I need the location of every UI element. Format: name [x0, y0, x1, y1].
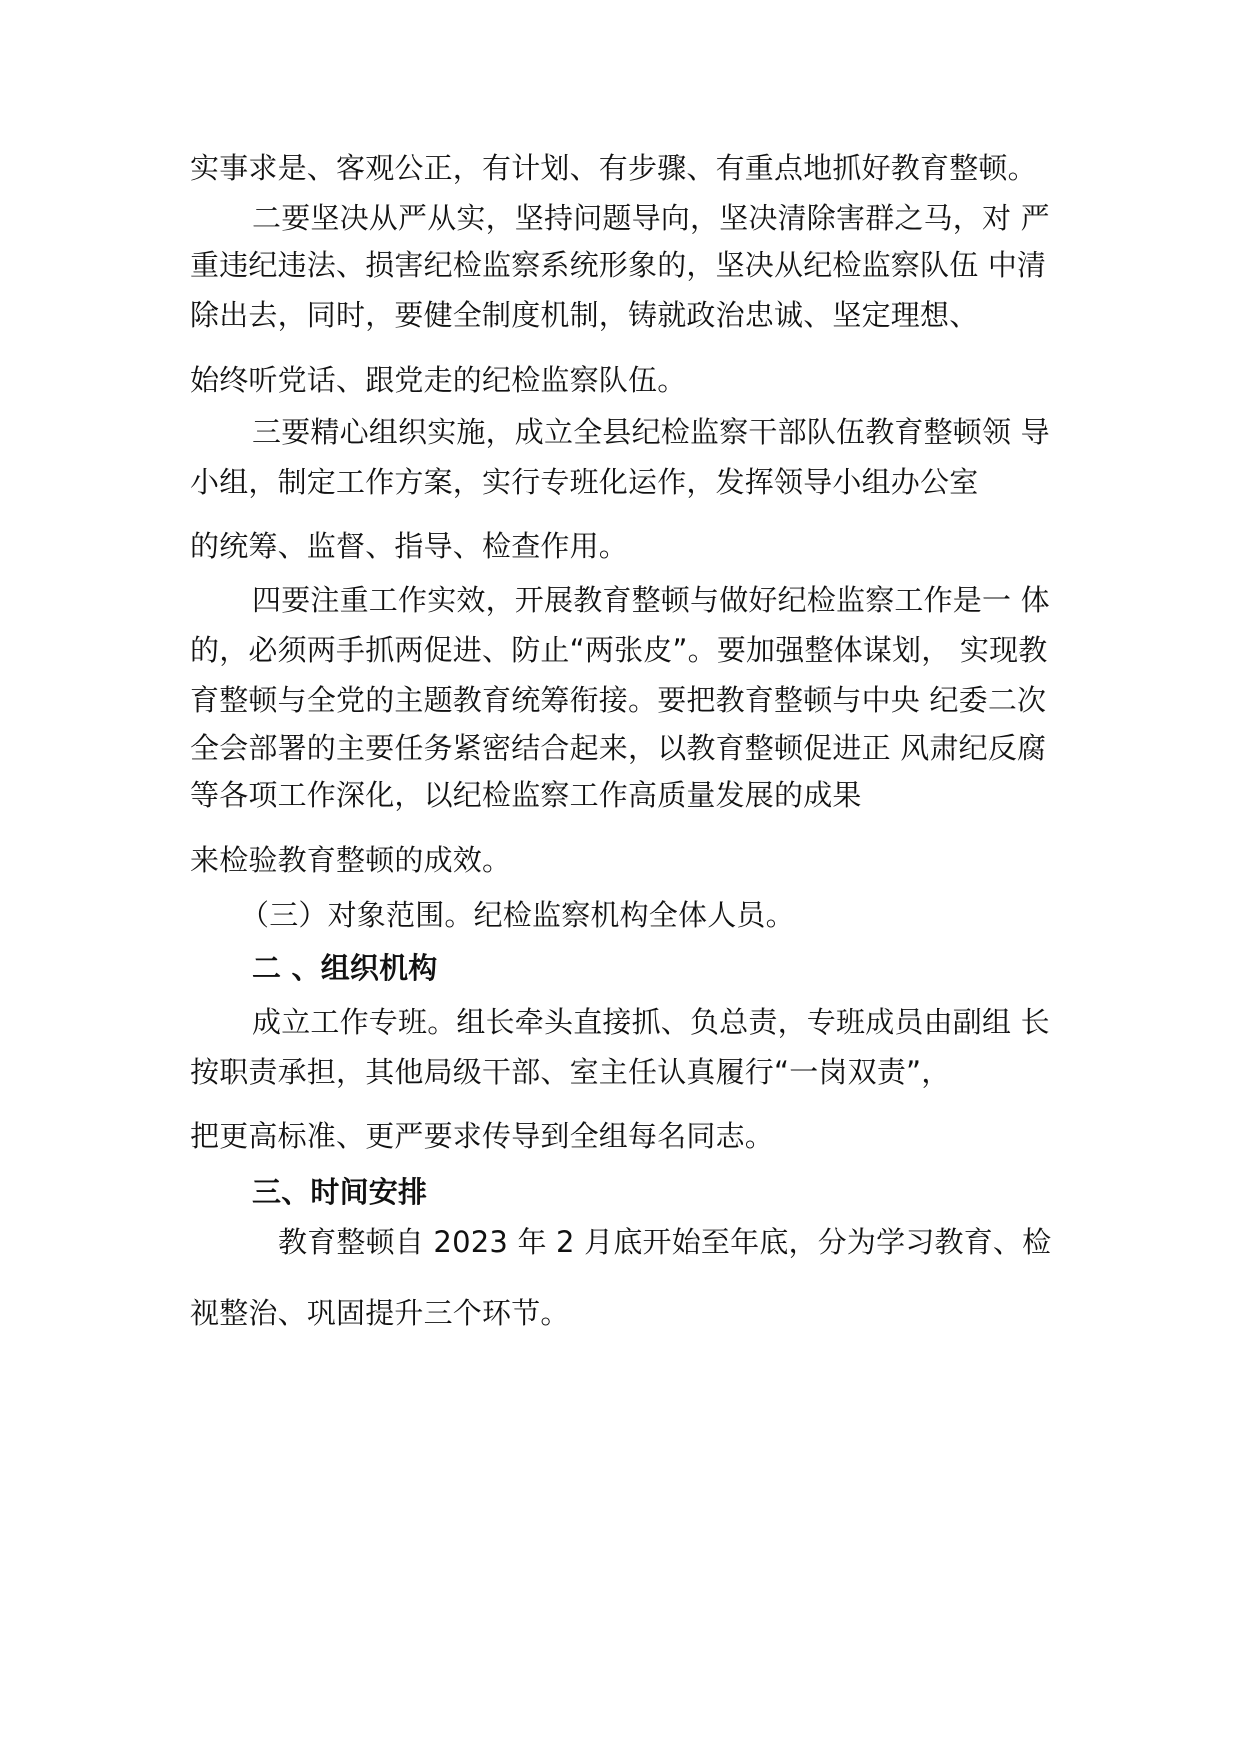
text-line: 来检验教育整顿的成效。 [190, 843, 512, 877]
text-line: 三要精心组织实施，成立全县纪检监察干部队伍教育整顿领 导 [252, 415, 1050, 449]
text-line: 成立工作专班。组长牵头直接抓、负总责，专班成员由副组 长 [252, 1005, 1050, 1039]
section-subheading: （三）对象范围。纪检监察机构全体人员。 [240, 898, 795, 932]
section-heading: 三、时间安排 [252, 1175, 428, 1209]
text-line: 小组，制定工作方案，实行专班化运作，发挥领导小组办公室 [190, 465, 979, 499]
text-line: 的统筹、监督、指导、检查作用。 [190, 529, 629, 563]
text-line: 按职责承担，其他局级干部、室主任认真履行“一岗双责”， [190, 1055, 951, 1089]
text-line: 的，必须两手抓两促进、防止“两张皮”。要加强整体谋划， 实现教 [190, 633, 1048, 667]
text-line: 除出去，同时，要健全制度机制，铸就政治忠诚、坚定理想、 [190, 298, 979, 332]
text-line: 教育整顿自 2023 年 2 月底开始至年底，分为学习教育、检 [278, 1225, 1052, 1259]
text-line: 实事求是、客观公正，有计划、有步骤、有重点地抓好教育整顿。 [190, 151, 1037, 185]
text-line: 始终听党话、跟党走的纪检监察队伍。 [190, 363, 687, 397]
text-line: 重违纪违法、损害纪检监察系统形象的，坚决从纪检监察队伍 中清 [190, 248, 1047, 282]
text-line: 四要注重工作实效，开展教育整顿与做好纪检监察工作是一 体 [252, 583, 1050, 617]
text-line: 等各项工作深化，以纪检监察工作高质量发展的成果 [190, 778, 862, 812]
text-line: 育整顿与全党的主题教育统筹衔接。要把教育整顿与中央 纪委二次 [190, 683, 1047, 717]
text-line: 全会部署的主要任务紧密结合起来，以教育整顿促进正 风肃纪反腐 [190, 731, 1047, 765]
text-line: 视整治、巩固提升三个环节。 [190, 1296, 570, 1330]
text-line: 二要坚决从严从实，坚持问题导向，坚决清除害群之马，对 严 [252, 201, 1050, 235]
text-line: 把更高标准、更严要求传导到全组每名同志。 [190, 1119, 775, 1153]
section-heading: 二 、组织机构 [252, 951, 438, 985]
